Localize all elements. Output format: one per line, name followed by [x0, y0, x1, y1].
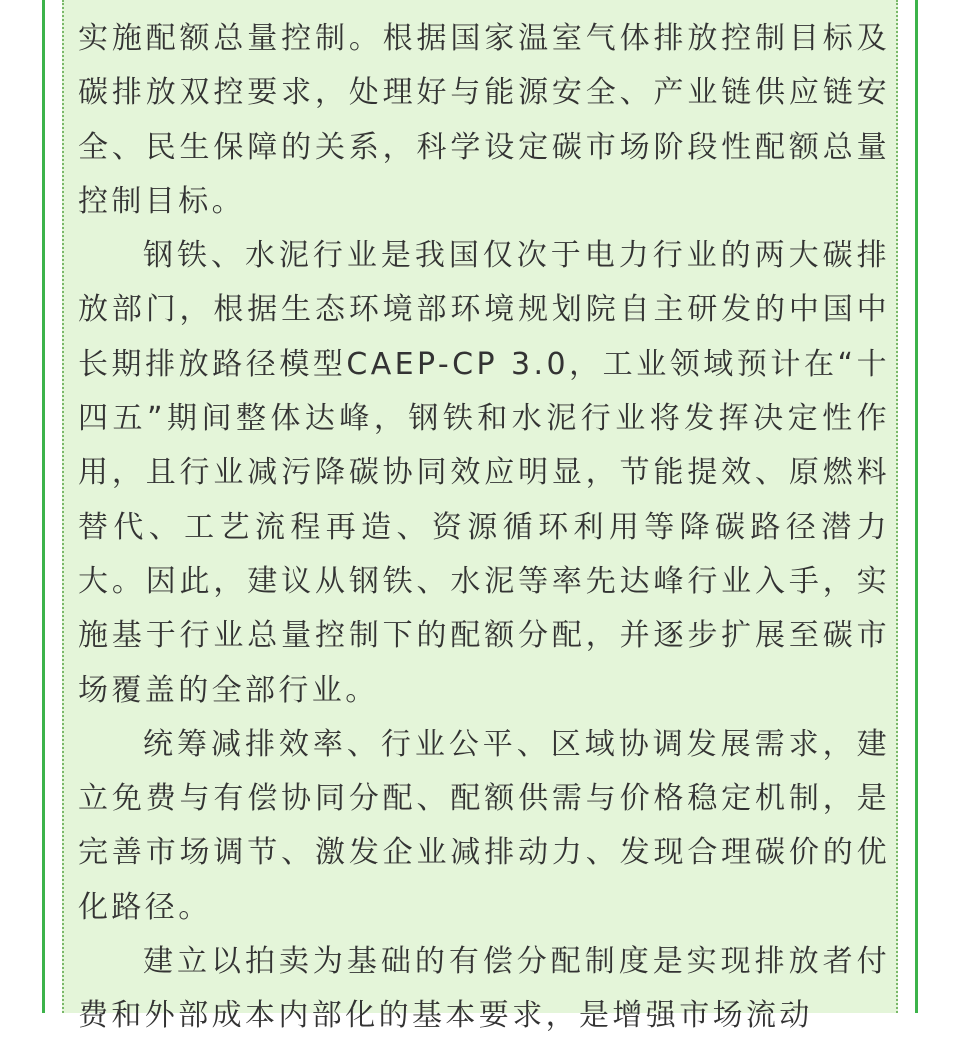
paragraph-quota-total-control: 实施配额总量控制。根据国家温室气体排放控制目标及碳排放双控要求，处理好与能源安全、产业链供应链安全、民生保障的关系，科学设定碳市场阶段性配额总量控制目标。	[78, 21, 890, 219]
paragraph-steel-cement: 钢铁、水泥行业是我国仅次于电力行业的两大碳排放部门，根据生态环境部环境规划院自主研发的中国中长期排放路径模型CAEP-CP 3.0，工业领域预计在“十四五”期间整体达峰，钢铁和水泥行业将发挥决定性作用，且行业减污降碳协同效应明显，节能提效、原燃料替代、工艺流程再造、资源循环利用等降碳路径潜力大。因此，建议从钢铁、水泥等率先达峰行业入手，实施基于行业总量控制下的配额分配，并逐步扩展至碳市场覆盖的全部行业。	[78, 238, 890, 708]
paragraph-auction-allocation: 建立以拍卖为基础的有偿分配制度是实现排放者付费和外部成本内部化的基本要求，是增强市场流动	[78, 944, 890, 1034]
paragraph-coordinated-allocation: 统筹减排效率、行业公平、区域协调发展需求，建立免费与有偿协同分配、配额供需与价格稳定机制，是完善市场调节、激发企业减排动力、发现合理碳价的优化路径。	[78, 726, 890, 925]
article-body	[78, 12, 890, 1044]
